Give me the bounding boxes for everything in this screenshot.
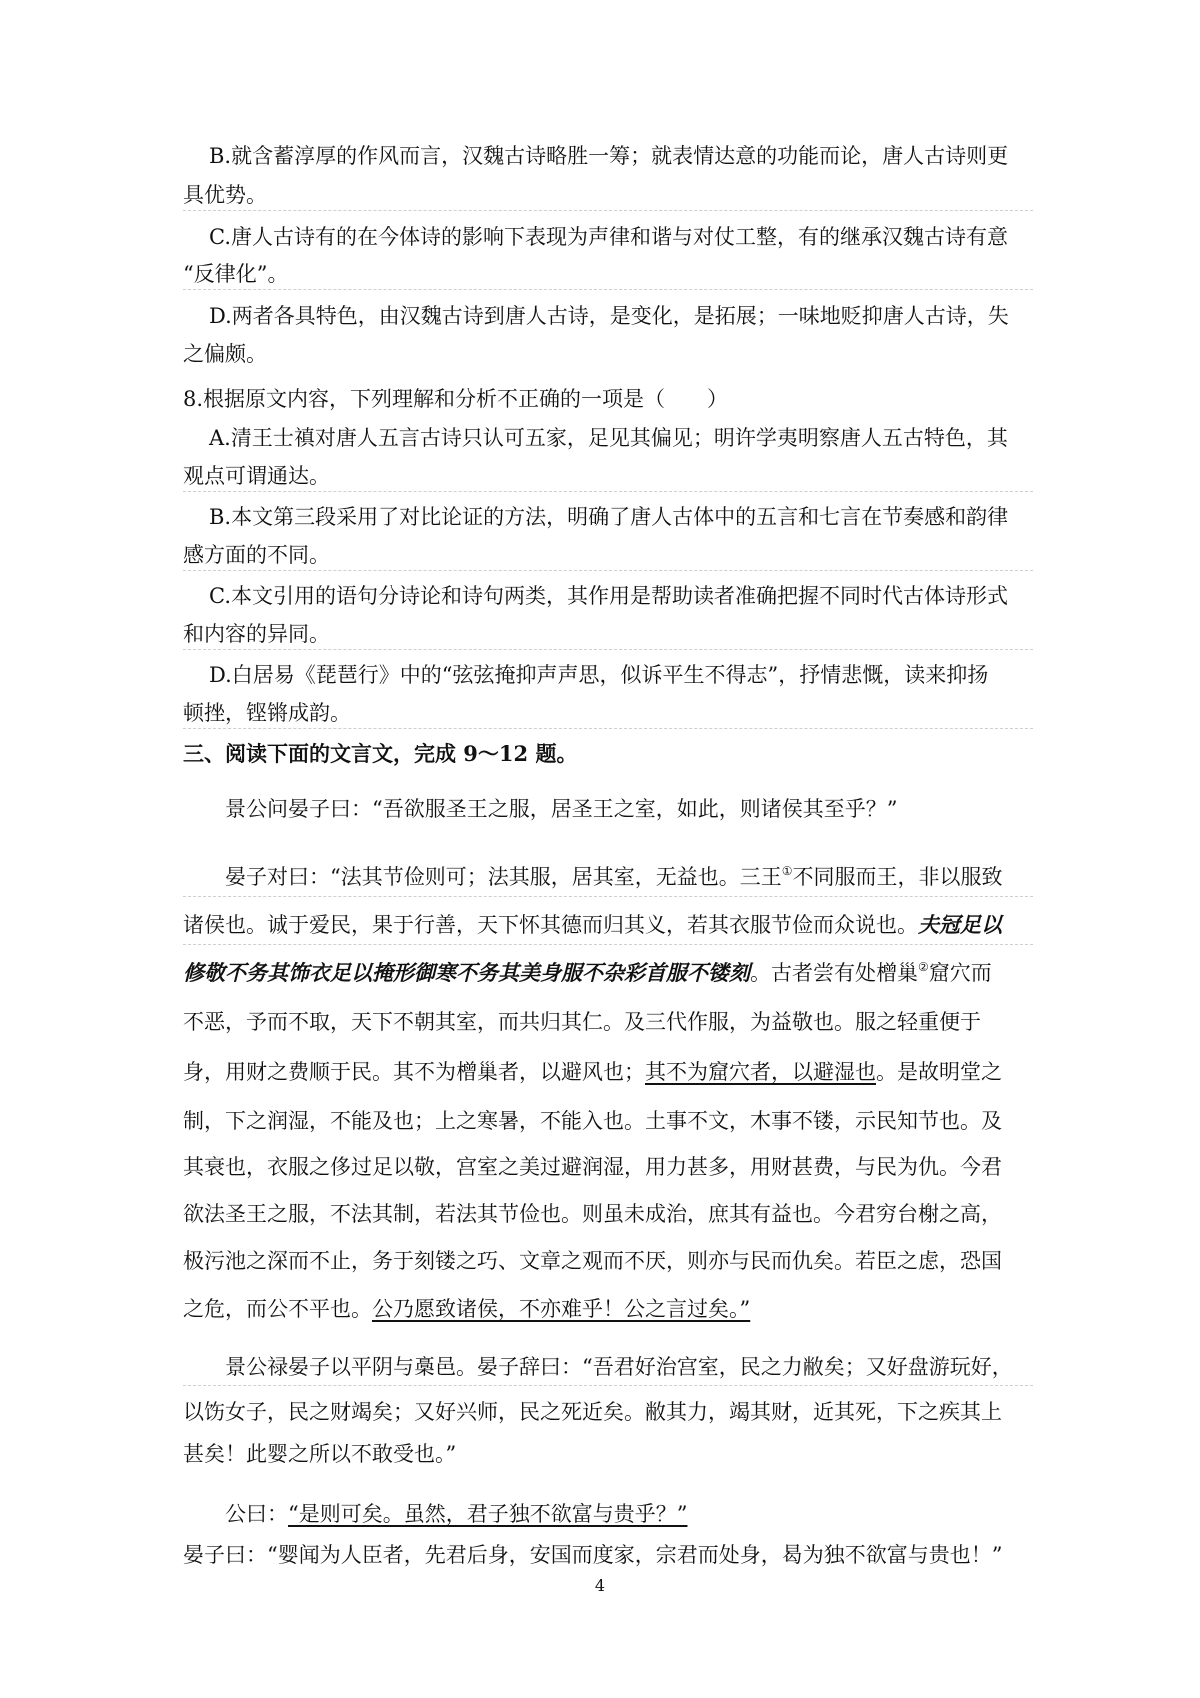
passage-p2-line1: 晏子对曰：“法其节俭则可；法其服，居其室，无益也。三王①不同服而王，非以服致 [225, 864, 1003, 889]
rule-line [183, 570, 1033, 571]
rule-line [183, 289, 1033, 290]
question-8-stem: 8.根据原文内容，下列理解和分析不正确的一项是（ ） [183, 387, 729, 411]
footnote-marker: ① [781, 864, 793, 878]
passage-p2-line9: 极污池之深而不止，务于刻镂之巧、文章之观而不厌，则亦与民而仇矣。若臣之虑，恐国 [183, 1249, 1002, 1273]
rule-line [183, 1385, 1033, 1386]
passage-p2-line7: 其衰也，衣服之侈过足以敬，宫室之美过避润湿，用力甚多，用财甚费，与民为仇。今君 [183, 1155, 1002, 1179]
passage-paragraph-4: 公曰：“是则可矣。虽然，君子独不欲富与贵乎？” [225, 1502, 688, 1526]
passage-paragraph-1: 景公问晏子曰：“吾欲服圣王之服，居圣王之室，如此，则诸侯其至乎？” [225, 797, 898, 821]
passage-p3-line1: 景公禄晏子以平阴与槀邑。晏子辞曰：“吾君好治宫室，民之力敝矣；又好盘游玩好， [225, 1355, 1013, 1379]
rule-line [183, 896, 1033, 897]
underlined-sentence: “是则可矣。虽然，君子独不欲富与贵乎？” [288, 1502, 688, 1526]
option-8b-line1: B.本文第三段采用了对比论证的方法，明确了唐人古体中的五言和七言在节奏感和韵律 [209, 505, 1009, 529]
footnote-marker: ② [918, 960, 929, 974]
option-7d-line2: 之偏颇。 [183, 342, 267, 366]
option-7b-line2: 具优势。 [183, 183, 267, 207]
passage-p2-line6: 制，下之润湿，不能及也；上之寒暑，不能入也。土事不文，木事不镂，示民知节也。及 [183, 1109, 1002, 1133]
emphasized-sentence: 修敬不务其饰衣足以掩形御寒不务其美身服不杂彩首服不镂刻 [183, 960, 750, 985]
rule-line [183, 210, 1033, 211]
passage-paragraph-5: 晏子曰：“婴闻为人臣者，先君后身，安国而度家，宗君而处身，曷为独不欲富与贵也！” [183, 1543, 1003, 1567]
option-8b-line2: 感方面的不同。 [183, 543, 330, 567]
passage-p3-line2: 以饬女子，民之财竭矣；又好兴师，民之死近矣。敝其力，竭其财，近其死，下之疾其上 [183, 1400, 1002, 1424]
option-8a-line2: 观点可谓通达。 [183, 464, 330, 488]
passage-p2-line10: 之危，而公不平也。公乃愿致诸侯，不亦难乎！公之言过矣。” [183, 1297, 751, 1321]
option-7c-line1: C.唐人古诗有的在今体诗的影响下表现为声律和谐与对仗工整，有的继承汉魏古诗有意 [209, 225, 1008, 249]
rule-line [183, 944, 1033, 945]
option-7d-line1: D.两者各具特色，由汉魏古诗到唐人古诗，是变化，是拓展；一味地贬抑唐人古诗，失 [209, 304, 1009, 328]
option-7c-line2: “反律化”。 [183, 262, 289, 286]
rule-line [183, 728, 1033, 729]
passage-p3-line3: 甚矣！此婴之所以不敢受也。” [183, 1442, 457, 1466]
passage-p2-line8: 欲法圣王之服，不法其制，若法其节俭也。则虽未成治，庶其有益也。今君穷台榭之高， [183, 1202, 1002, 1226]
section-3-heading: 三、阅读下面的文言文，完成 9～12 题。 [183, 741, 578, 766]
option-8a-line1: A.清王士禛对唐人五言古诗只认可五家，足见其偏见；明许学夷明察唐人五古特色，其 [209, 426, 1008, 450]
passage-p2-line2: 诸侯也。诚于爱民，果于行善，天下怀其德而归其义，若其衣服节俭而众说也。夫冠足以 [183, 912, 1002, 937]
underlined-sentence: 其不为窟穴者，以避湿也 [645, 1060, 876, 1084]
page-number: 4 [594, 1576, 606, 1595]
emphasized-sentence: 夫冠足以 [918, 912, 1002, 937]
passage-p2-line5: 身，用财之费顺于民。其不为橧巢者，以避风也；其不为窟穴者，以避湿也。是故明堂之 [183, 1060, 1002, 1084]
underlined-sentence: 公乃愿致诸侯，不亦难乎！公之言过矣。” [372, 1297, 751, 1321]
option-8c-line2: 和内容的异同。 [183, 622, 330, 646]
option-7b-line1: B.就含蓄淳厚的作风而言，汉魏古诗略胜一筹；就表情达意的功能而论，唐人古诗则更 [209, 144, 1009, 168]
rule-line [183, 649, 1033, 650]
rule-line [183, 491, 1033, 492]
option-8d-line2: 顿挫，铿锵成韵。 [183, 701, 351, 725]
option-8c-line1: C.本文引用的语句分诗论和诗句两类，其作用是帮助读者准确把握不同时代古体诗形式 [209, 584, 1008, 608]
option-8d-line1: D.白居易《琵琶行》中的“弦弦掩抑声声思，似诉平生不得志”，抒情悲慨，读来抑扬 [209, 663, 989, 687]
passage-p2-line4: 不恶，予而不取，天下不朝其室，而共归其仁。及三代作服，为益敬也。服之轻重便于 [183, 1010, 981, 1034]
passage-p2-line3: 修敬不务其饰衣足以掩形御寒不务其美身服不杂彩首服不镂刻。古者尝有处橧巢②窟穴而 [183, 960, 992, 985]
